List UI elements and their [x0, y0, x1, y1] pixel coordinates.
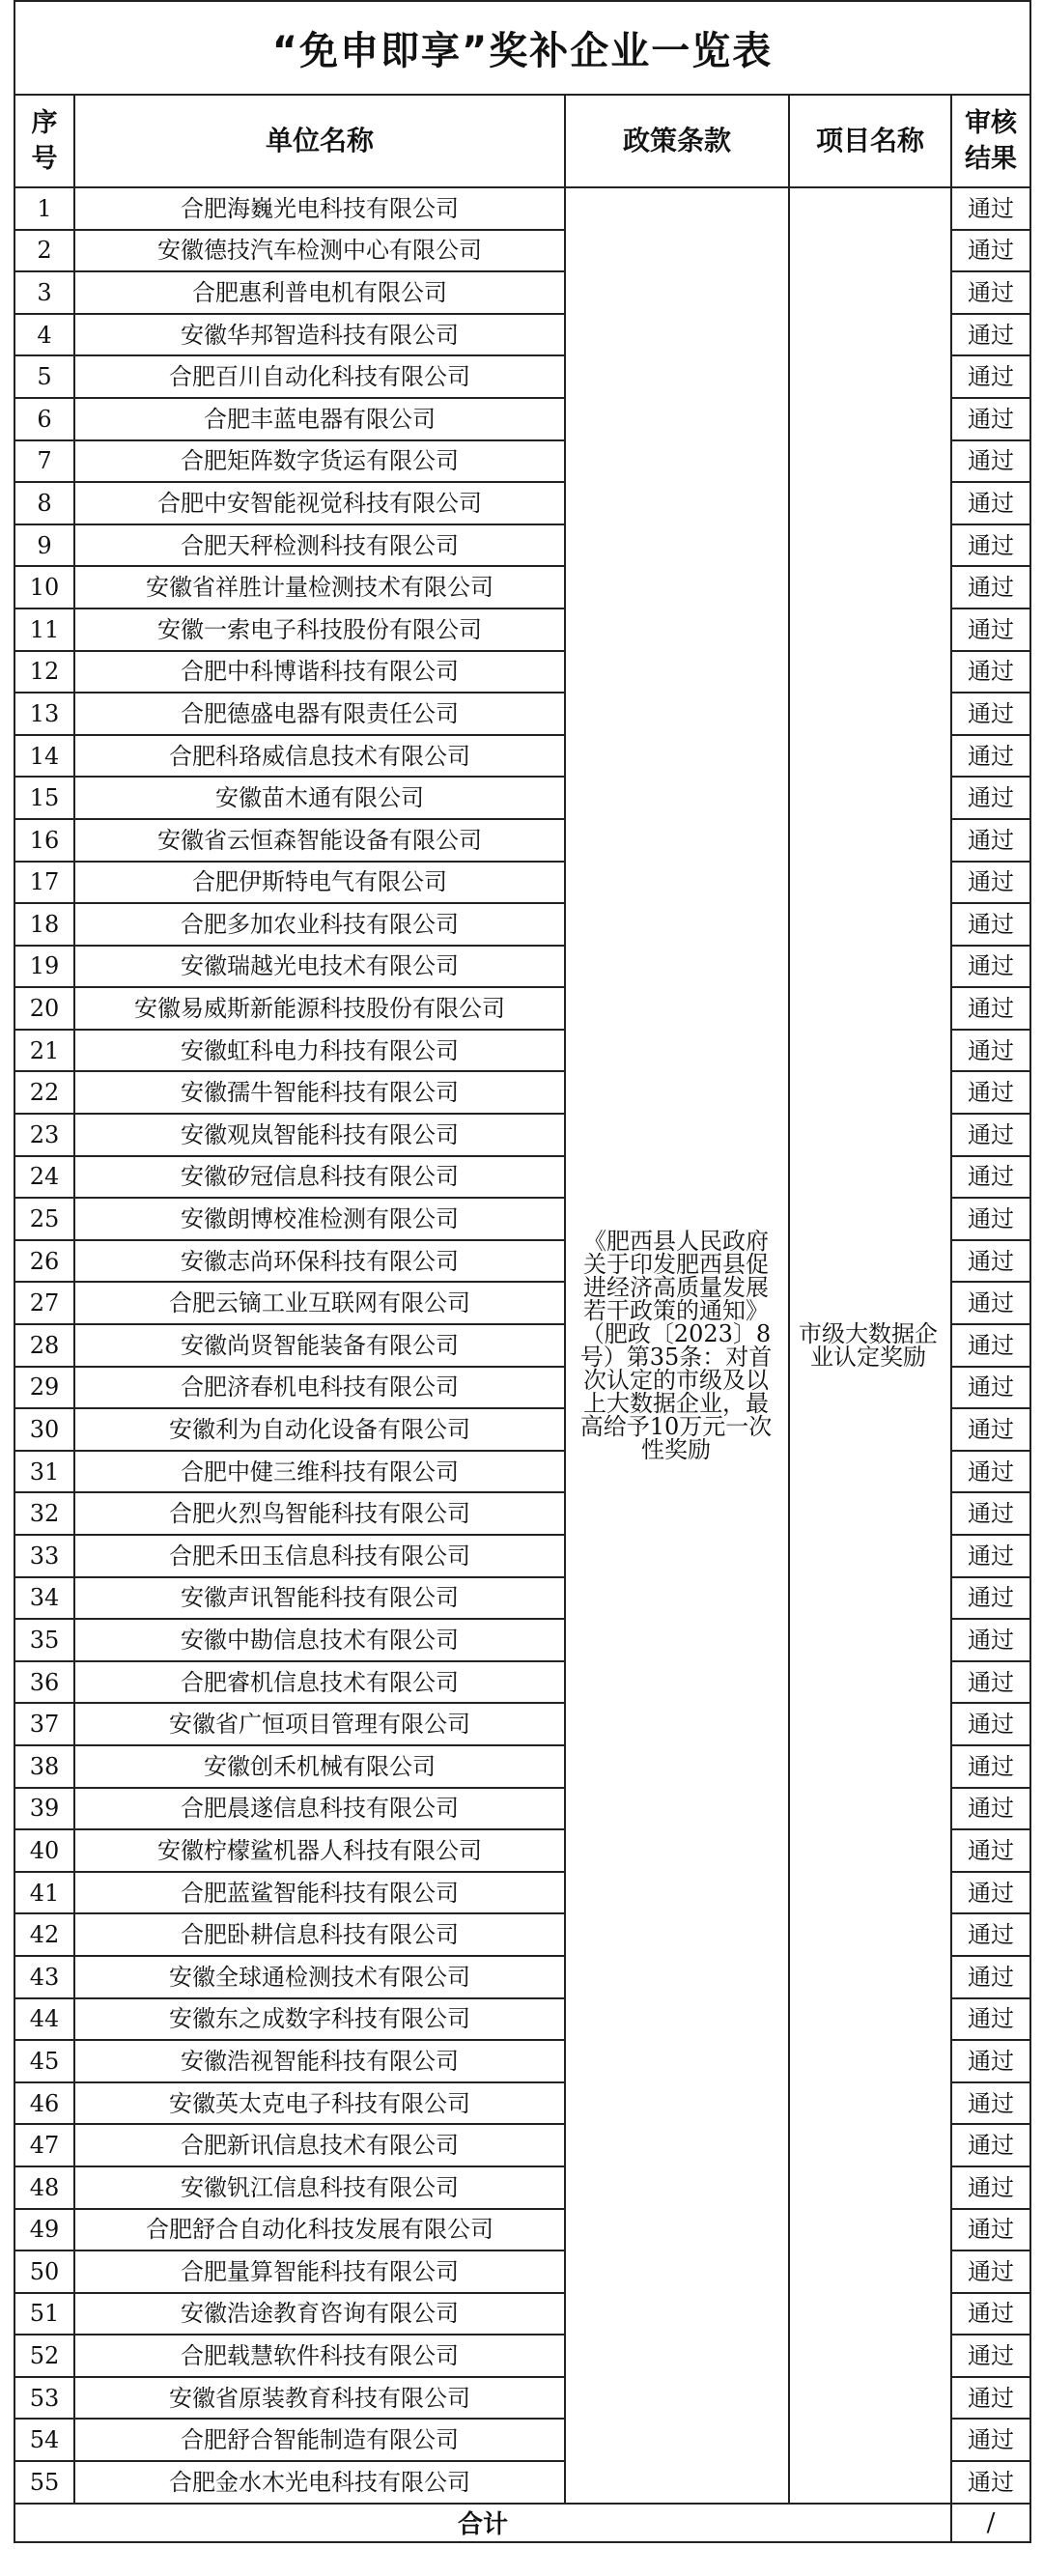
row-index: 3 [14, 271, 74, 314]
row-review-result: 通过 [951, 1492, 1030, 1535]
row-review-result: 通过 [951, 2250, 1030, 2293]
header-result-line2: 结果 [965, 144, 1018, 174]
row-index: 23 [14, 1114, 74, 1156]
row-index: 21 [14, 1030, 74, 1072]
row-index: 30 [14, 1408, 74, 1451]
row-index: 14 [14, 735, 74, 778]
row-index: 29 [14, 1367, 74, 1409]
row-review-result: 通过 [951, 1703, 1030, 1745]
row-company-name: 安徽中勘信息技术有限公司 [74, 1619, 565, 1661]
row-company-name: 合肥天秤检测科技有限公司 [74, 524, 565, 567]
row-index: 49 [14, 2209, 74, 2251]
row-review-result: 通过 [951, 1030, 1030, 1072]
row-index: 53 [14, 2377, 74, 2420]
row-review-result: 通过 [951, 1872, 1030, 1914]
row-review-result: 通过 [951, 1745, 1030, 1788]
row-company-name: 合肥伊斯特电气有限公司 [74, 862, 565, 904]
row-review-result: 通过 [951, 2293, 1030, 2335]
row-review-result: 通过 [951, 735, 1030, 778]
row-company-name: 合肥百川自动化科技有限公司 [74, 355, 565, 398]
row-company-name: 安徽华邦智造科技有限公司 [74, 314, 565, 356]
row-index: 16 [14, 819, 74, 862]
row-review-result: 通过 [951, 1240, 1030, 1283]
row-index: 11 [14, 609, 74, 651]
row-review-result: 通过 [951, 355, 1030, 398]
row-company-name: 安徽省祥胜计量检测技术有限公司 [74, 566, 565, 609]
row-company-name: 安徽德技汽车检测中心有限公司 [74, 230, 565, 272]
header-result [951, 95, 1030, 187]
row-review-result: 通过 [951, 1998, 1030, 2041]
row-review-result: 通过 [951, 398, 1030, 440]
row-review-result: 通过 [951, 1535, 1030, 1577]
row-review-result: 通过 [951, 1451, 1030, 1493]
row-company-name: 合肥舒合自动化科技发展有限公司 [74, 2209, 565, 2251]
row-index: 33 [14, 1535, 74, 1577]
row-company-name: 安徽英太克电子科技有限公司 [74, 2082, 565, 2125]
row-index: 13 [14, 693, 74, 735]
row-review-result: 通过 [951, 1788, 1030, 1830]
row-company-name: 合肥舒合智能制造有限公司 [74, 2419, 565, 2461]
row-company-name: 安徽观岚智能科技有限公司 [74, 1114, 565, 1156]
row-index: 22 [14, 1071, 74, 1114]
row-index: 37 [14, 1703, 74, 1745]
row-company-name: 安徽柠檬鲨机器人科技有限公司 [74, 1829, 565, 1872]
row-index: 52 [14, 2335, 74, 2377]
row-company-name: 合肥丰蓝电器有限公司 [74, 398, 565, 440]
row-review-result: 通过 [951, 862, 1030, 904]
row-index: 38 [14, 1745, 74, 1788]
row-review-result: 通过 [951, 1367, 1030, 1409]
row-company-name: 安徽孺牛智能科技有限公司 [74, 1071, 565, 1114]
award-table-sheet [14, 0, 1029, 2576]
row-index: 10 [14, 566, 74, 609]
row-index: 43 [14, 1956, 74, 1998]
row-index: 32 [14, 1492, 74, 1535]
row-review-result: 通过 [951, 2082, 1030, 2125]
row-review-result: 通过 [951, 777, 1030, 819]
header-company: 单位名称 [74, 95, 565, 187]
row-company-name: 安徽全球通检测技术有限公司 [74, 1956, 565, 1998]
row-company-name: 安徽一索电子科技股份有限公司 [74, 609, 565, 651]
header-result-line1: 审核 [965, 108, 1018, 138]
row-index: 36 [14, 1661, 74, 1704]
header-policy: 政策条款 [565, 95, 789, 187]
row-index: 20 [14, 987, 74, 1030]
row-company-name: 安徽浩视智能科技有限公司 [74, 2040, 565, 2082]
policy-clause: 《肥西县人民政府关于印发肥西县促进经济高质量发展若干政策的通知》（肥政〔2023〕8号）第35条：对首次认定的市级及以上大数据企业，最高给予10万元一次性奖励 [565, 187, 789, 2504]
row-review-result: 通过 [951, 903, 1030, 946]
row-index: 26 [14, 1240, 74, 1283]
row-index: 2 [14, 230, 74, 272]
row-company-name: 合肥德盛电器有限责任公司 [74, 693, 565, 735]
row-company-name: 合肥睿机信息技术有限公司 [74, 1661, 565, 1704]
row-review-result: 通过 [951, 946, 1030, 988]
row-company-name: 安徽省云恒森智能设备有限公司 [74, 819, 565, 862]
row-company-name: 合肥矩阵数字货运有限公司 [74, 440, 565, 483]
row-review-result: 通过 [951, 2419, 1030, 2461]
row-index: 27 [14, 1282, 74, 1324]
row-review-result: 通过 [951, 2377, 1030, 2420]
row-review-result: 通过 [951, 1156, 1030, 1199]
row-review-result: 通过 [951, 609, 1030, 651]
row-company-name: 合肥量算智能科技有限公司 [74, 2250, 565, 2293]
row-company-name: 合肥晨遂信息科技有限公司 [74, 1788, 565, 1830]
award-table [14, 0, 1031, 2543]
row-review-result: 通过 [951, 271, 1030, 314]
row-company-name: 安徽苗木通有限公司 [74, 777, 565, 819]
row-review-result: 通过 [951, 2335, 1030, 2377]
row-index: 41 [14, 1872, 74, 1914]
row-review-result: 通过 [951, 2040, 1030, 2082]
row-company-name: 合肥蓝鲨智能科技有限公司 [74, 1872, 565, 1914]
row-review-result: 通过 [951, 314, 1030, 356]
row-index: 17 [14, 862, 74, 904]
row-company-name: 安徽朗博校准检测有限公司 [74, 1198, 565, 1240]
row-index: 25 [14, 1198, 74, 1240]
row-company-name: 安徽矽冠信息科技有限公司 [74, 1156, 565, 1199]
row-index: 1 [14, 187, 74, 230]
row-company-name: 合肥惠利普电机有限公司 [74, 271, 565, 314]
row-company-name: 安徽省原装教育科技有限公司 [74, 2377, 565, 2420]
row-company-name: 合肥中健三维科技有限公司 [74, 1451, 565, 1493]
row-review-result: 通过 [951, 524, 1030, 567]
row-company-name: 安徽创禾机械有限公司 [74, 1745, 565, 1788]
header-index-line2: 号 [31, 144, 58, 174]
total-value: / [951, 2504, 1030, 2542]
row-company-name: 合肥新讯信息技术有限公司 [74, 2124, 565, 2166]
row-company-name: 安徽尚贤智能装备有限公司 [74, 1324, 565, 1367]
row-company-name: 合肥火烈鸟智能科技有限公司 [74, 1492, 565, 1535]
row-review-result: 通过 [951, 1198, 1030, 1240]
row-index: 12 [14, 651, 74, 694]
row-review-result: 通过 [951, 1829, 1030, 1872]
row-index: 24 [14, 1156, 74, 1199]
row-review-result: 通过 [951, 1324, 1030, 1367]
row-review-result: 通过 [951, 1913, 1030, 1956]
row-review-result: 通过 [951, 1661, 1030, 1704]
row-review-result: 通过 [951, 1071, 1030, 1114]
row-review-result: 通过 [951, 819, 1030, 862]
row-review-result: 通过 [951, 2166, 1030, 2209]
row-index: 45 [14, 2040, 74, 2082]
row-index: 6 [14, 398, 74, 440]
row-review-result: 通过 [951, 2209, 1030, 2251]
row-review-result: 通过 [951, 1282, 1030, 1324]
row-company-name: 安徽利为自动化设备有限公司 [74, 1408, 565, 1451]
row-index: 15 [14, 777, 74, 819]
row-company-name: 合肥卧耕信息科技有限公司 [74, 1913, 565, 1956]
row-index: 39 [14, 1788, 74, 1830]
row-review-result: 通过 [951, 482, 1030, 524]
row-review-result: 通过 [951, 1577, 1030, 1620]
row-company-name: 合肥多加农业科技有限公司 [74, 903, 565, 946]
row-index: 40 [14, 1829, 74, 1872]
table-title: “免申即享”奖补企业一览表 [14, 1, 1030, 95]
row-index: 51 [14, 2293, 74, 2335]
row-review-result: 通过 [951, 440, 1030, 483]
row-review-result: 通过 [951, 2124, 1030, 2166]
header-index [14, 95, 74, 187]
row-review-result: 通过 [951, 1619, 1030, 1661]
row-index: 7 [14, 440, 74, 483]
row-index: 18 [14, 903, 74, 946]
row-company-name: 合肥金水木光电科技有限公司 [74, 2461, 565, 2504]
row-review-result: 通过 [951, 1114, 1030, 1156]
row-company-name: 合肥载慧软件科技有限公司 [74, 2335, 565, 2377]
row-index: 35 [14, 1619, 74, 1661]
row-company-name: 安徽虹科电力科技有限公司 [74, 1030, 565, 1072]
row-review-result: 通过 [951, 230, 1030, 272]
row-company-name: 安徽声讯智能科技有限公司 [74, 1577, 565, 1620]
row-company-name: 安徽志尚环保科技有限公司 [74, 1240, 565, 1283]
row-index: 31 [14, 1451, 74, 1493]
row-review-result: 通过 [951, 566, 1030, 609]
row-company-name: 合肥中科博谐科技有限公司 [74, 651, 565, 694]
header-row [14, 95, 1030, 187]
row-index: 4 [14, 314, 74, 356]
project-name: 市级大数据企业认定奖励 [789, 187, 951, 2504]
row-index: 55 [14, 2461, 74, 2504]
row-company-name: 安徽钒江信息科技有限公司 [74, 2166, 565, 2209]
title-row [14, 1, 1030, 95]
row-review-result: 通过 [951, 2461, 1030, 2504]
row-index: 50 [14, 2250, 74, 2293]
row-company-name: 合肥海巍光电科技有限公司 [74, 187, 565, 230]
row-index: 9 [14, 524, 74, 567]
row-company-name: 安徽浩途教育咨询有限公司 [74, 2293, 565, 2335]
header-index-line1: 序 [31, 108, 58, 138]
row-company-name: 合肥云镝工业互联网有限公司 [74, 1282, 565, 1324]
row-company-name: 安徽省广恒项目管理有限公司 [74, 1703, 565, 1745]
row-index: 54 [14, 2419, 74, 2461]
row-review-result: 通过 [951, 1956, 1030, 1998]
row-index: 47 [14, 2124, 74, 2166]
row-index: 44 [14, 1998, 74, 2041]
row-index: 46 [14, 2082, 74, 2125]
row-company-name: 安徽易威斯新能源科技股份有限公司 [74, 987, 565, 1030]
row-index: 48 [14, 2166, 74, 2209]
row-index: 8 [14, 482, 74, 524]
row-company-name: 合肥济春机电科技有限公司 [74, 1367, 565, 1409]
row-index: 19 [14, 946, 74, 988]
table-row [14, 187, 1030, 230]
row-company-name: 安徽瑞越光电技术有限公司 [74, 946, 565, 988]
total-row [14, 2504, 1030, 2542]
row-index: 28 [14, 1324, 74, 1367]
row-index: 5 [14, 355, 74, 398]
row-review-result: 通过 [951, 1408, 1030, 1451]
row-review-result: 通过 [951, 651, 1030, 694]
row-index: 34 [14, 1577, 74, 1620]
row-company-name: 合肥禾田玉信息科技有限公司 [74, 1535, 565, 1577]
row-review-result: 通过 [951, 987, 1030, 1030]
header-project: 项目名称 [789, 95, 951, 187]
row-company-name: 合肥科珞威信息技术有限公司 [74, 735, 565, 778]
row-company-name: 安徽东之成数字科技有限公司 [74, 1998, 565, 2041]
row-review-result: 通过 [951, 187, 1030, 230]
row-company-name: 合肥中安智能视觉科技有限公司 [74, 482, 565, 524]
row-review-result: 通过 [951, 693, 1030, 735]
total-label: 合计 [14, 2504, 951, 2542]
row-index: 42 [14, 1913, 74, 1956]
